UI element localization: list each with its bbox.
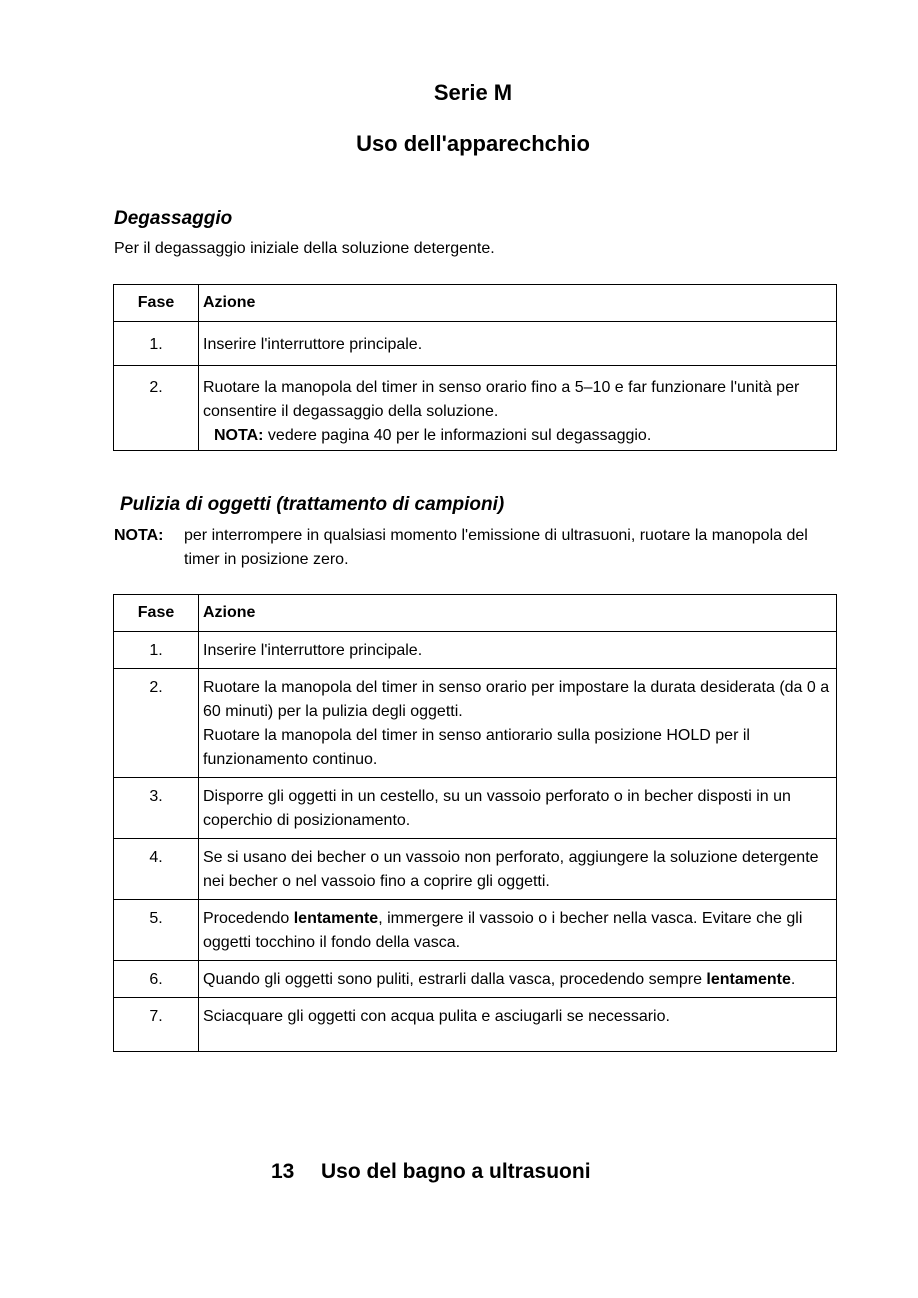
note-label: NOTA: xyxy=(214,427,264,444)
step-action: Inserire l'interruttore principale. xyxy=(199,632,837,669)
step-action-text: Procedendo xyxy=(203,910,294,927)
step-number: 5. xyxy=(114,900,199,961)
step-number: 1. xyxy=(114,632,199,669)
step-action: Inserire l'interruttore principale. xyxy=(199,322,837,366)
table-row xyxy=(114,669,837,778)
step-number: 4. xyxy=(114,839,199,900)
note-text: per interrompere in qualsiasi momento l'emissione di ultrasuoni, ruotare la manopola del timer in posizione zero. xyxy=(184,527,808,568)
step-action-text: Ruotare la manopola del timer in senso orario fino a 5–10 e far funzionare l'unità per consentire il degassaggio della soluzione. xyxy=(203,379,800,420)
step-action xyxy=(199,366,837,451)
step-number: 6. xyxy=(114,961,199,998)
column-header-step: Fase xyxy=(114,595,199,632)
table-header-row xyxy=(114,285,837,322)
table-row xyxy=(114,366,837,451)
column-header-action: Azione xyxy=(199,285,837,322)
table-row xyxy=(114,961,837,998)
document-subtitle: Uso dell'apparechchio xyxy=(356,131,590,156)
degassing-steps-table xyxy=(113,284,837,451)
cleaning-steps-table xyxy=(113,594,837,1052)
step-action xyxy=(199,900,837,961)
table-row xyxy=(114,632,837,669)
table-row xyxy=(114,900,837,961)
step-action xyxy=(199,669,837,778)
note-text: vedere pagina 40 per le informazioni sul degassaggio. xyxy=(263,427,652,444)
step-number: 3. xyxy=(114,778,199,839)
step-action-text: Quando gli oggetti sono puliti, estrarli dalla vasca, procedendo sempre xyxy=(203,971,707,988)
table-row xyxy=(114,998,837,1052)
column-header-step: Fase xyxy=(114,285,199,322)
note-label: NOTA: xyxy=(114,527,164,544)
step-action: Disporre gli oggetti in un cestello, su un vassoio perforato o in becher disposti in un coperchio di posizionamento. xyxy=(199,778,837,839)
table-row xyxy=(114,839,837,900)
emphasis-text: lentamente xyxy=(706,971,791,988)
step-number: 2. xyxy=(114,366,199,451)
step-action: Se si usano dei becher o un vassoio non perforato, aggiungere la soluzione detergente nei becher o nel vassoio fino a coprire gli oggetti. xyxy=(199,839,837,900)
column-header-action: Azione xyxy=(199,595,837,632)
step-action-text: . xyxy=(790,971,796,988)
table-row xyxy=(114,778,837,839)
table-header-row xyxy=(114,595,837,632)
step-number: 1. xyxy=(114,322,199,366)
step-action xyxy=(199,961,837,998)
degassing-intro: Per il degassaggio iniziale della soluzione detergente. xyxy=(114,240,495,257)
footer-title: Uso del bagno a ultrasuoni xyxy=(321,1160,591,1183)
step-number: 7. xyxy=(114,998,199,1052)
page-number: 13 xyxy=(271,1160,295,1183)
step-action-text: Ruotare la manopola del timer in senso antiorario sulla posizione HOLD per il funzionamento continuo. xyxy=(203,727,750,768)
step-note xyxy=(203,427,651,444)
document-title: Serie M xyxy=(433,80,513,105)
step-action-text: , immergere il vassoio o i becher nella vasca. Evitare che gli oggetti tocchino il fondo della vasca. xyxy=(203,910,803,951)
step-number: 2. xyxy=(114,669,199,778)
section-heading-cleaning: Pulizia di oggetti (trattamento di campioni) xyxy=(120,494,505,515)
step-action: Sciacquare gli oggetti con acqua pulita e asciugarli se necessario. xyxy=(199,998,837,1052)
section-heading-degassing: Degassaggio xyxy=(114,208,233,229)
emphasis-text: lentamente xyxy=(293,910,379,927)
table-row xyxy=(114,322,837,366)
step-action-text: Ruotare la manopola del timer in senso orario per impostare la durata desiderata (da 0 a 60 minuti) per la pulizia degli oggetti. xyxy=(203,679,830,720)
